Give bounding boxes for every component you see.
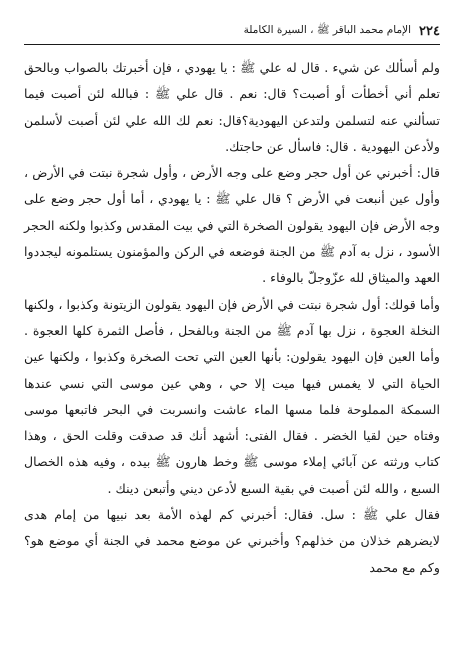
paragraph: فقال علي ﷺ : سل. فقال: أخبرني كم لهذه الأمة بعد نبيها من إمام هدى لايضرهم خذلان من خذلهم؟ وأخبرني عن موضع محمد في الجنة أي موضع هو؟ وكم مع محمد (24, 507, 440, 575)
paragraph: وأما قولك: أول شجرة نبتت في الأرض فإن اليهود يقولون الزيتونة وكذبوا ، ولكنها النخلة العجوة ، نزل بها آدم ﷺ من الجنة وبالفحل ، فأصل الثمرة كلها العجوة . وأما العين فإن اليهود يقولون: بأنها العين التي تحت الصخرة وكذبوا ، ولكنها عين الحياة التي لا يغمس فيها ميت إلا حي ، وهي عين موسى التي نسي عندها السمكة المملوحة فلما مسها الماء عاشت وانسربت في البحر فاتبعها موسى وفتاه حين لقيا الخضر . فقال الفتى: أشهد أنك قد صدقت وقلت الحق ، وهذا كتاب ورثته عن آبائي إملاء موسى ﷺ وخط هارون ﷺ بيده ، وفيه هذه الخصال السبع ، والله لئن أصبت في بقية السبع لأدعن ديني وأتبعن دينك . (24, 296, 440, 496)
body-text (24, 55, 440, 581)
paragraph: قال: أخبرني عن أول حجر وضع على وجه الأرض ، وأول شجرة نبتت في الأرض ، وأول عين أنبعت في الأرض ؟ قال علي ﷺ : يا يهودي ، أما أول حجر وضع على وجه الأرض فإن اليهود يقولون الصخرة التي في بيت المقدس وكذبوا ولكنه الحجر الأسود ، نزل به آدم ﷺ من الجنة فوضعه في الركن والمؤمنون يستلمونه ليجددوا العهد والميثاق لله عزّوجلّ بالوفاء . (24, 165, 440, 286)
page-number: ٢٢٤ (419, 23, 440, 39)
running-head: الإمام محمد الباقر ﷺ ، السيرة الكاملة (243, 23, 412, 36)
paragraph: ولم أسألك عن شيء . قال له علي ﷺ : يا يهودي ، فإن أخبرتك بالصواب وبالحق تعلم أني أخطأت أو أصبت؟ قال: نعم . قال علي ﷺ : فبالله لئن أصبت فيما تسألني عنه لتسلمن ولتدعن اليهودية؟قال: نعم لك الله علي لئن أصبت لأسلمن ولأدعن اليهودية . قال: فاسأل عن حاجتك. (24, 60, 440, 154)
page-header (24, 18, 440, 45)
